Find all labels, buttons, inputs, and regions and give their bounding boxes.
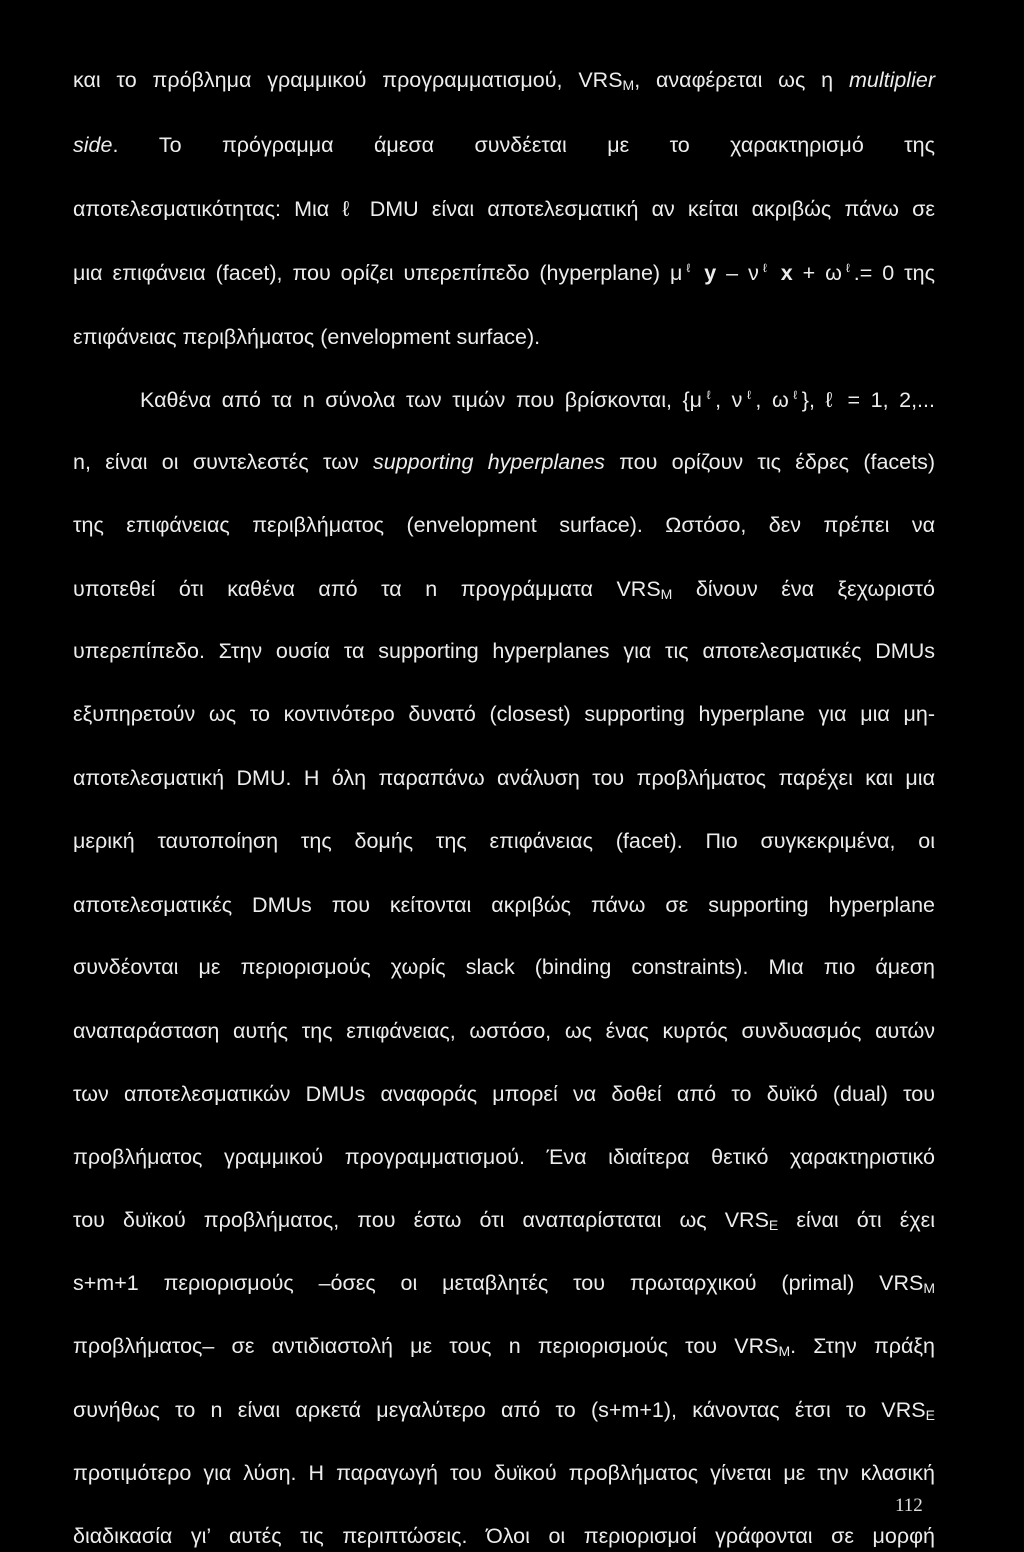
text-line: εξυπηρετούν ως το κοντινότερο δυνατό (closest) supporting hyperplane για μια μη-	[73, 702, 935, 726]
text-line: συνδέονται με περιορισμούς χωρίς slack (binding constraints). Μια πιο άμεση	[73, 955, 935, 979]
text-line: αποτελεσματικές DMUs που κείτονται ακριβώς πάνω σε supporting hyperplane	[73, 893, 935, 917]
text-line: s+m+1 περιορισμούς –όσες οι μεταβλητές του πρωταρχικού (primal) $VRS_M$	[73, 1271, 935, 1296]
text-line: της επιφάνειας περιβλήματος (envelopment surface). Ωστόσο, δεν πρέπει να	[73, 513, 935, 537]
text-line: αποτελεσματική DMU. Η όλη παραπάνω ανάλυση του προβλήματος παρέχει και μια	[73, 766, 935, 790]
text-line: και το πρόβλημα γραμμικού προγραμματισμού, $VRS_M$, αναφέρεται ως η multiplier	[73, 68, 935, 93]
text-line: των αποτελεσματικών DMUs αναφοράς μπορεί να δοθεί από το δυϊκό (dual) του	[73, 1082, 935, 1106]
text-line: μερική ταυτοποίηση της δομής της επιφάνειας (facet). Πιο συγκεκριμένα, οι	[73, 829, 935, 853]
text-line: του δυϊκού προβλήματος, που έστω ότι αναπαρίσταται ως $VRS_E$ είναι ότι έχει	[73, 1208, 935, 1233]
text-line: Καθένα από τα n σύνολα των τιμών που βρίσκονται, {$\mu^\ell$, $\nu^\ell$, $\omega^\ell$}, ℓ = 1, 2,...	[140, 388, 935, 412]
text-line: προτιμότερο για λύση. Η παραγωγή του δυϊκού προβλήματος γίνεται με την κλασική	[73, 1461, 935, 1485]
text-line: υπερεπίπεδο. Στην ουσία τα supporting hyperplanes για τις αποτελεσματικές DMUs	[73, 639, 935, 663]
text-line: διαδικασία γι’ αυτές τις περιπτώσεις. Όλοι οι περιορισμοί γράφονται σε μορφή	[73, 1524, 935, 1548]
page-number: 112	[895, 1495, 923, 1516]
text-line: μια επιφάνεια (facet), που ορίζει υπερεπίπεδο (hyperplane) $\mu^\ell$ y – $\nu^\ell$ $x + \omega^\ell.= 0$ της	[73, 261, 935, 285]
text-line: προβλήματος γραμμικού προγραμματισμού. Ένα ιδιαίτερα θετικό χαρακτηριστικό	[73, 1145, 935, 1169]
text-line: επιφάνειας περιβλήματος (envelopment surface).	[73, 325, 541, 349]
text-line: side. Το πρόγραμμα άμεσα συνδέεται με το χαρακτηρισμό της	[73, 133, 935, 157]
text-line: n, είναι οι συντελεστές των supporting hyperplanes που ορίζουν τις έδρες (facets)	[73, 450, 936, 474]
text-line: αναπαράσταση αυτής της επιφάνειας, ωστόσο, ως ένας κυρτός συνδυασμός αυτών	[73, 1019, 935, 1043]
text-line: συνήθως το n είναι αρκετά μεγαλύτερο από το (s+m+1), κάνοντας έτσι το $VRS_E$	[73, 1398, 935, 1423]
text-line: προβλήματος– σε αντιδιαστολή με τους n περιορισμούς του $VRS_M$. Στην πράξη	[73, 1334, 935, 1359]
text-line: αποτελεσματικότητας: Μια ℓ DMU είναι αποτελεσματική αν κείται ακριβώς πάνω σε	[73, 197, 935, 221]
text-line: υποτεθεί ότι καθένα από τα n προγράμματα $VRS_M$ δίνουν ένα ξεχωριστό	[73, 577, 935, 602]
